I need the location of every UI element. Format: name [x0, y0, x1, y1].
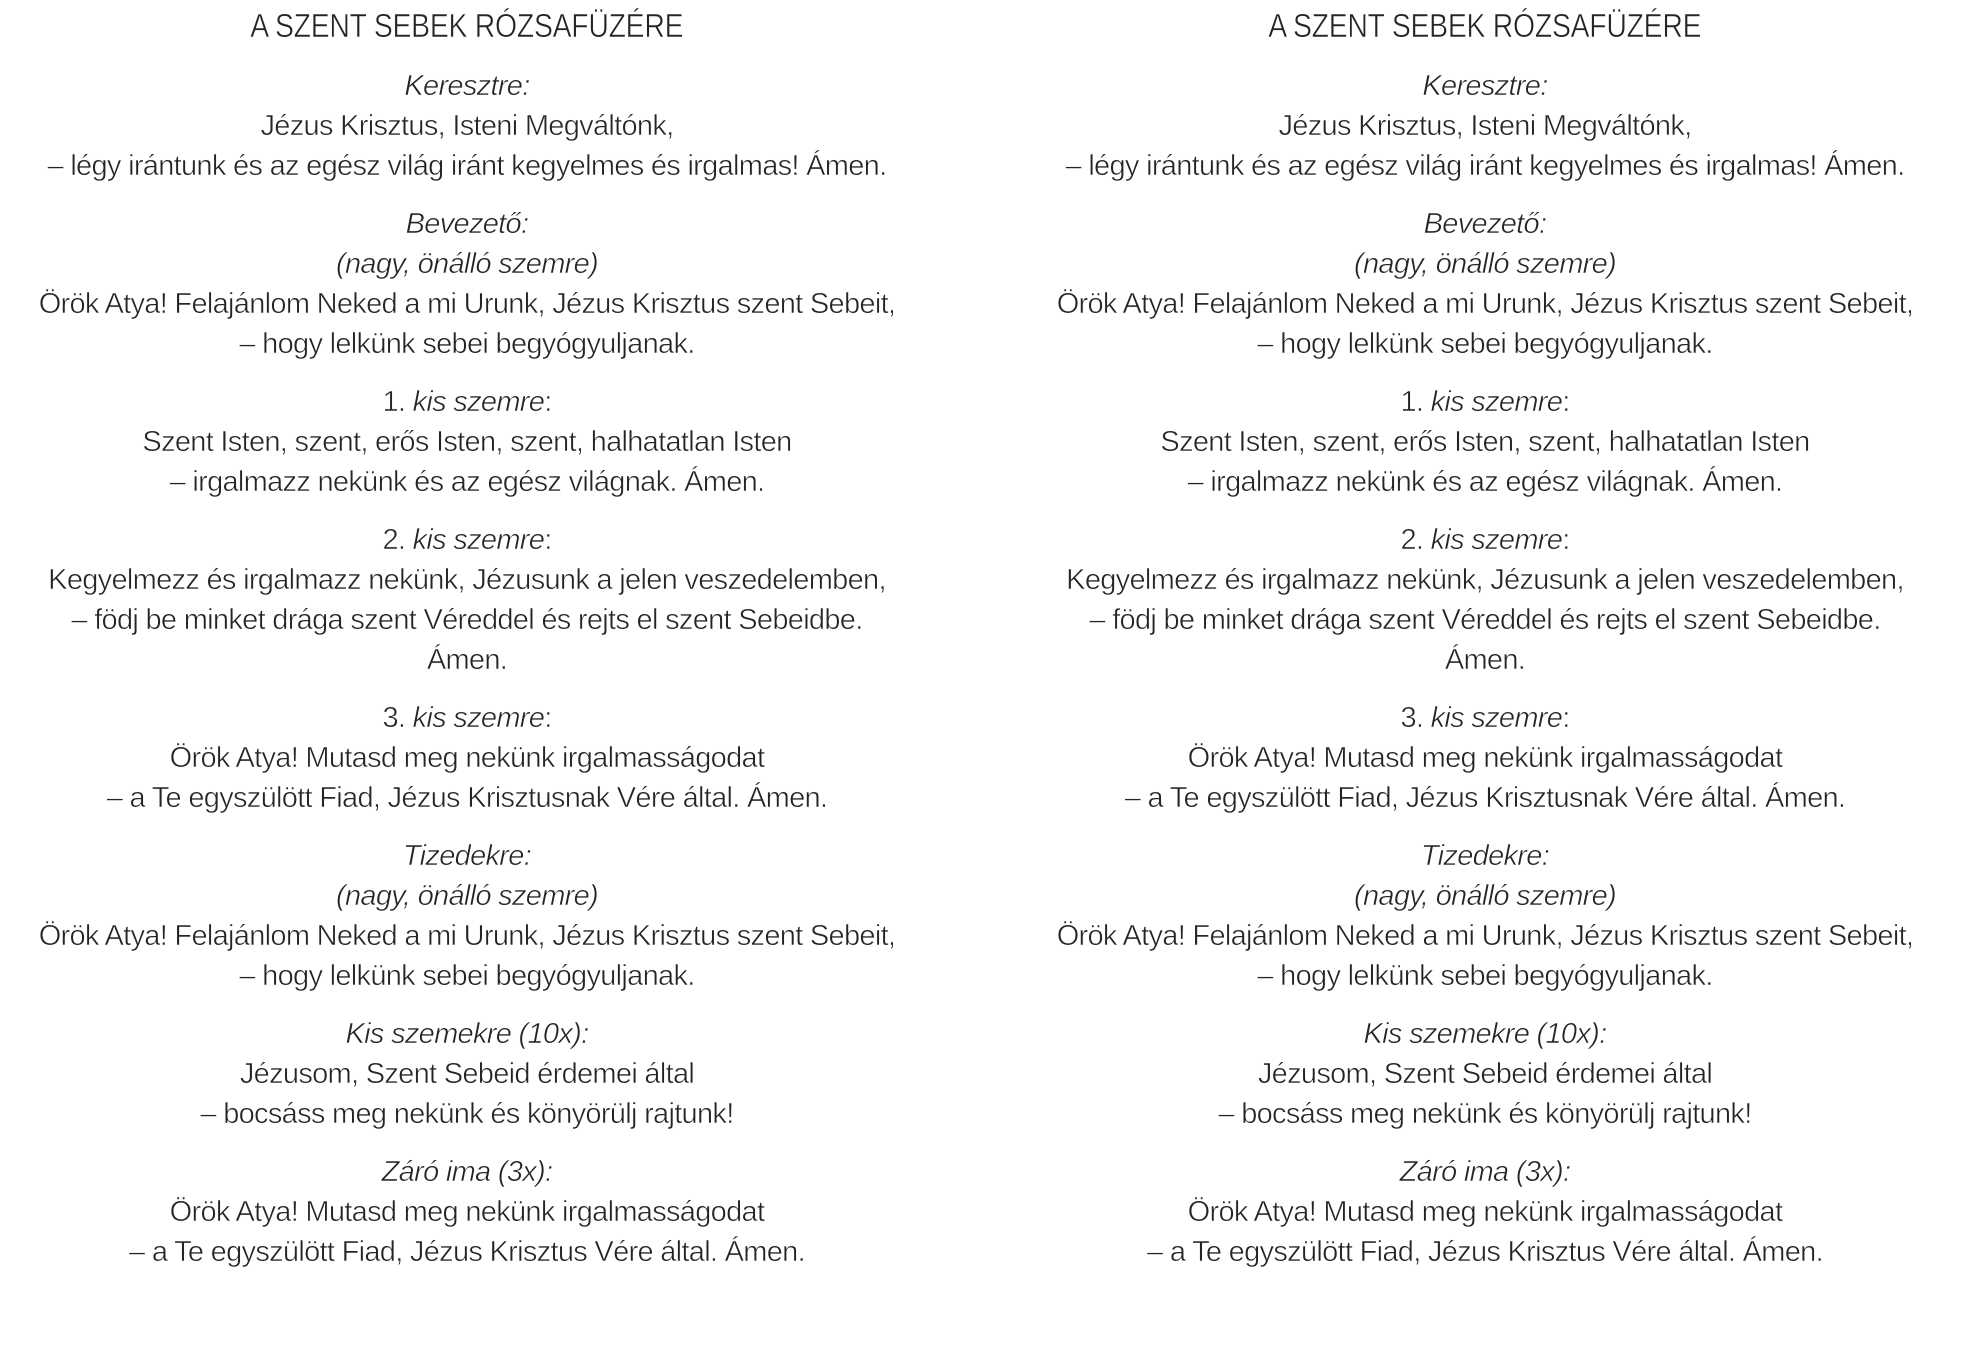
prayer-line: Örök Atya! Mutasd meg nekünk irgalmasságodat [169, 1196, 765, 1228]
section-heading-italic: Tizedekre: [402, 840, 532, 872]
prayer-line: Jézusom, Szent Sebeid érdemei által [239, 1058, 695, 1090]
section-heading-italic: Záró ima (3x): [1399, 1156, 1571, 1188]
heading-plain-text: : [1562, 524, 1570, 556]
prayer-section [1045, 698, 1925, 818]
prayer-line: – a Te egyszülött Fiad, Jézus Krisztus Vére által. Ámen. [129, 1236, 805, 1268]
prayer-line: – irgalmazz nekünk és az egész világnak. Ámen. [1187, 466, 1783, 498]
prayer-sections [1045, 66, 1925, 1272]
prayer-line: Örök Atya! Felajánlom Neked a mi Urunk, Jézus Krisztus szent Sebeit, [1056, 920, 1914, 952]
section-heading [27, 1014, 907, 1054]
prayer-line: Örök Atya! Mutasd meg nekünk irgalmasságodat [1187, 742, 1783, 774]
section-heading-italic: kis szemre [412, 524, 545, 556]
prayer-section [27, 66, 907, 186]
section-heading-italic: kis szemre [412, 386, 545, 418]
prayer-line: Ámen. [426, 644, 508, 676]
section-heading-italic: Keresztre: [1422, 70, 1548, 102]
prayer-line: Kegyelmezz és irgalmazz nekünk, Jézusunk a jelen veszedelemben, [48, 564, 886, 596]
section-subheading: (nagy, önálló szemre) [336, 880, 598, 912]
section-heading [1045, 66, 1925, 106]
section-subheading: (nagy, önálló szemre) [336, 248, 598, 280]
section-heading-italic: kis szemre [1430, 524, 1563, 556]
prayer-section [27, 204, 907, 364]
section-subheading: (nagy, önálló szemre) [1354, 248, 1616, 280]
card-title [27, 0, 907, 48]
prayer-line: – légy irántunk és az egész világ iránt kegyelmes és irgalmas! Ámen. [1065, 150, 1905, 182]
prayer-line: – hogy lelkünk sebei begyógyuljanak. [239, 328, 695, 360]
heading-plain-text: : [544, 524, 552, 556]
section-heading [1045, 1152, 1925, 1192]
card-title-text: A SZENT SEBEK RÓZSAFÜZÉRE [1268, 7, 1702, 44]
prayer-line: Jézus Krisztus, Isteni Megváltónk, [260, 110, 674, 142]
prayer-line: Örök Atya! Felajánlom Neked a mi Urunk, Jézus Krisztus szent Sebeit, [1056, 288, 1914, 320]
section-heading [27, 382, 907, 422]
prayer-line: Örök Atya! Mutasd meg nekünk irgalmasságodat [1187, 1196, 1783, 1228]
prayer-line: – födj be minket drága szent Véreddel és rejts el szent Sebeidbe. [1089, 604, 1881, 636]
section-heading-italic: Záró ima (3x): [381, 1156, 553, 1188]
prayer-section [1045, 1014, 1925, 1134]
section-heading [27, 698, 907, 738]
section-heading [1045, 1014, 1925, 1054]
prayer-section [1045, 1152, 1925, 1272]
prayer-card-left [27, 0, 907, 1272]
heading-plain-text: 3. [382, 702, 413, 734]
card-title-text: A SZENT SEBEK RÓZSAFÜZÉRE [250, 7, 684, 44]
section-heading-italic: Kis szemekre (10x): [1363, 1018, 1607, 1050]
prayer-line: – födj be minket drága szent Véreddel és rejts el szent Sebeidbe. [71, 604, 863, 636]
prayer-line: Kegyelmezz és irgalmazz nekünk, Jézusunk a jelen veszedelemben, [1066, 564, 1904, 596]
heading-plain-text: 1. [1400, 386, 1431, 418]
section-heading-italic: kis szemre [1430, 702, 1563, 734]
prayer-section [27, 382, 907, 502]
prayer-line: – a Te egyszülött Fiad, Jézus Krisztus Vére által. Ámen. [1147, 1236, 1823, 1268]
section-heading [1045, 204, 1925, 244]
prayer-line: Örök Atya! Felajánlom Neked a mi Urunk, Jézus Krisztus szent Sebeit, [38, 920, 896, 952]
prayer-section [27, 1014, 907, 1134]
prayer-section [1045, 66, 1925, 186]
prayer-line: – bocsáss meg nekünk és könyörülj rajtunk! [200, 1098, 734, 1130]
prayer-card-right [1045, 0, 1925, 1272]
section-heading-italic: Bevezető: [1423, 208, 1547, 240]
section-heading [27, 204, 907, 244]
prayer-section [27, 520, 907, 680]
prayer-line: Örök Atya! Mutasd meg nekünk irgalmasságodat [169, 742, 765, 774]
prayer-line: Ámen. [1444, 644, 1526, 676]
section-subheading: (nagy, önálló szemre) [1354, 880, 1616, 912]
prayer-section [27, 698, 907, 818]
section-heading [1045, 382, 1925, 422]
section-heading [1045, 698, 1925, 738]
section-heading [1045, 836, 1925, 876]
prayer-section [1045, 520, 1925, 680]
prayer-line: Jézusom, Szent Sebeid érdemei által [1257, 1058, 1713, 1090]
heading-plain-text: : [544, 386, 552, 418]
prayer-line: – hogy lelkünk sebei begyógyuljanak. [1257, 960, 1713, 992]
section-heading-italic: kis szemre [412, 702, 545, 734]
prayer-section [1045, 204, 1925, 364]
prayer-line: Szent Isten, szent, erős Isten, szent, halhatatlan Isten [142, 426, 792, 458]
heading-plain-text: : [1562, 702, 1570, 734]
section-heading [27, 1152, 907, 1192]
prayer-line: – irgalmazz nekünk és az egész világnak. Ámen. [169, 466, 765, 498]
section-heading [27, 836, 907, 876]
section-heading-italic: Keresztre: [404, 70, 530, 102]
heading-plain-text: : [544, 702, 552, 734]
prayer-line: – légy irántunk és az egész világ iránt kegyelmes és irgalmas! Ámen. [47, 150, 887, 182]
section-heading [27, 520, 907, 560]
section-heading [27, 66, 907, 106]
section-heading [1045, 520, 1925, 560]
heading-plain-text: 3. [1400, 702, 1431, 734]
heading-plain-text: 2. [382, 524, 413, 556]
section-heading-italic: Kis szemekre (10x): [345, 1018, 589, 1050]
heading-plain-text: : [1562, 386, 1570, 418]
prayer-section [27, 836, 907, 996]
prayer-line: – hogy lelkünk sebei begyógyuljanak. [239, 960, 695, 992]
heading-plain-text: 1. [382, 386, 413, 418]
prayer-line: Szent Isten, szent, erős Isten, szent, halhatatlan Isten [1160, 426, 1810, 458]
prayer-line: – bocsáss meg nekünk és könyörülj rajtunk! [1218, 1098, 1752, 1130]
prayer-section [27, 1152, 907, 1272]
prayer-line: – a Te egyszülött Fiad, Jézus Krisztusnak Vére által. Ámen. [1124, 782, 1846, 814]
card-title [1045, 0, 1925, 48]
section-heading-italic: kis szemre [1430, 386, 1563, 418]
prayer-line: Jézus Krisztus, Isteni Megváltónk, [1278, 110, 1692, 142]
prayer-sections [27, 66, 907, 1272]
prayer-section [1045, 382, 1925, 502]
section-heading-italic: Tizedekre: [1420, 840, 1550, 872]
section-heading-italic: Bevezető: [405, 208, 529, 240]
prayer-line: – a Te egyszülött Fiad, Jézus Krisztusnak Vére által. Ámen. [106, 782, 828, 814]
prayer-section [1045, 836, 1925, 996]
prayer-line: – hogy lelkünk sebei begyógyuljanak. [1257, 328, 1713, 360]
prayer-line: Örök Atya! Felajánlom Neked a mi Urunk, Jézus Krisztus szent Sebeit, [38, 288, 896, 320]
heading-plain-text: 2. [1400, 524, 1431, 556]
